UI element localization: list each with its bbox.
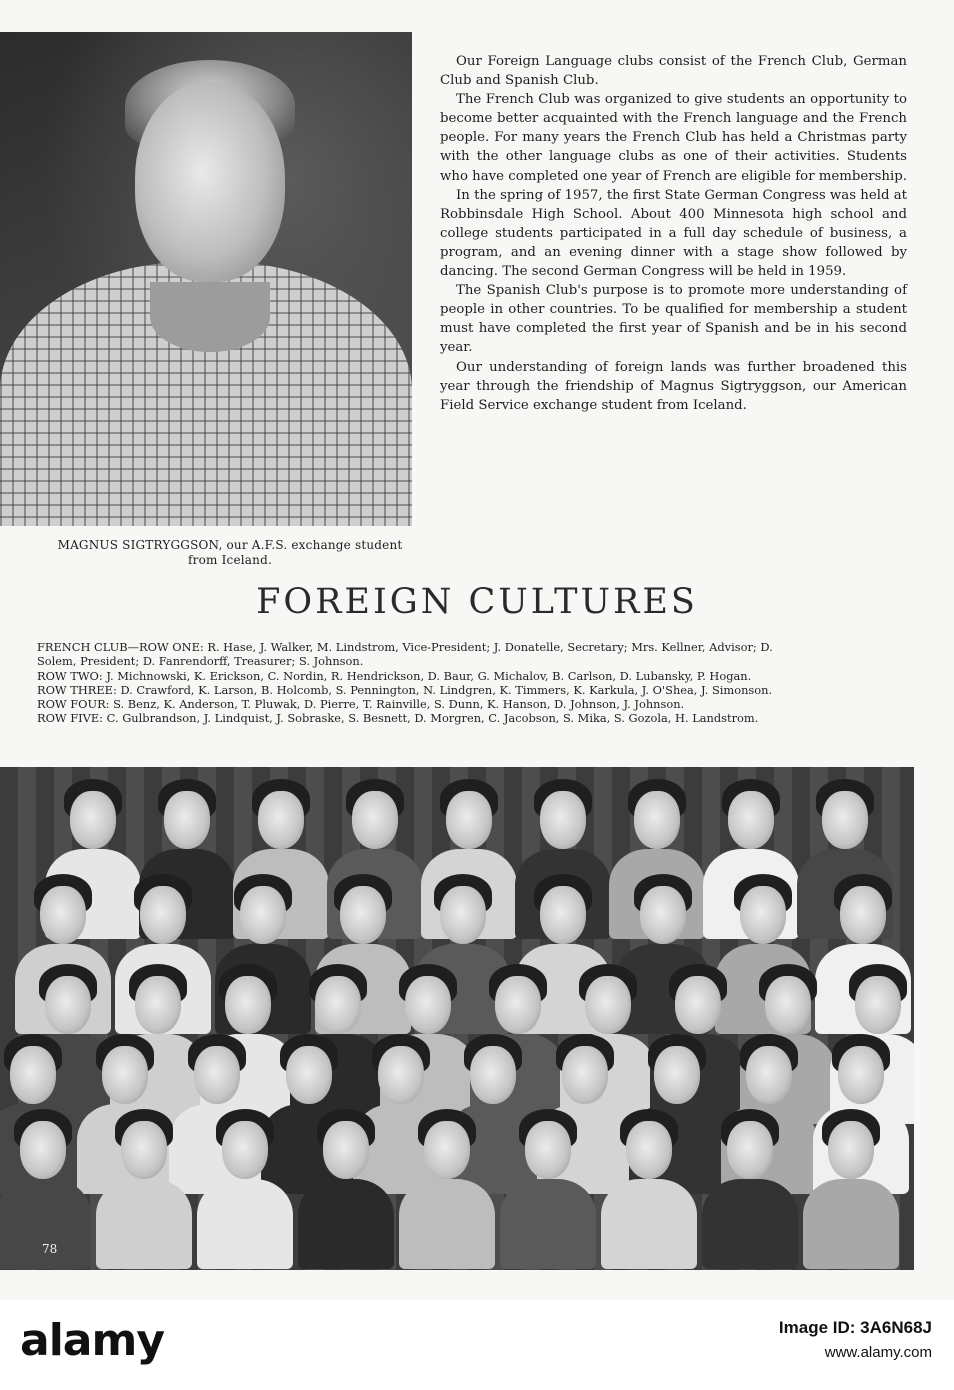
section-title: FOREIGN CULTURES [256,582,698,622]
paragraph: The Spanish Club's purpose is to promote more understanding of people in other countries. To be qualified for membership a student must have completed the first year of Spanish and be in his second year. [440,283,907,356]
caption-line-2: from Iceland. [188,553,272,567]
portrait-photo [0,32,412,526]
caption-line-1: MAGNUS SIGTRYGGSON, our A.F.S. exchange student [57,538,403,552]
page-number: 78 [42,1242,58,1256]
paragraph: In the spring of 1957, the first State German Congress was held at Robbinsdale High School. About 400 Minnesota high school and college students participated in a full day schedule of business, a program, and an evening dinner with a stage show followed by dancing. The second German Congress will be held in 1959. [440,187,907,280]
roster-row-one-cont: Solem, President; D. Fanrendorff, Treasurer; S. Johnson. [37,654,364,669]
paragraph: Our Foreign Language clubs consist of the French Club, German Club and Spanish Club. [440,54,907,89]
paragraph: The French Club was organized to give students an opportunity to become better acquainted with the French language and the French people. For many years the French Club has held a Christmas party with the other language clubs as one of their activities. Students who have completed one year of French are eligible for membership. [440,92,907,184]
roster-row-three: ROW THREE: D. Crawford, K. Larson, B. Holcomb, S. Pennington, N. Lindgren, K. Timmers, K. Karkula, J. O'Shea, J. Simonson. [37,682,773,697]
group-photo [0,767,914,1270]
paragraph: Our understanding of foreign lands was further broadened this year through the friendship of Magnus Sigtryggson, our American Field Service exchange student from Iceland. [440,359,907,413]
roster-row-five: ROW FIVE: C. Gulbrandson, J. Lindquist, J. Sobraske, S. Besnett, D. Morgren, C. Jacobson, S. Mika, S. Gozola, H. Landstrom. [37,711,759,726]
article-body [440,52,907,415]
portrait-caption [30,538,430,568]
watermark-url: www.alamy.com [824,1344,932,1361]
club-roster [37,640,912,726]
roster-row-two: ROW TWO: J. Michnowski, K. Erickson, C. Nordin, R. Hendrickson, D. Baur, G. Michalov, B. Carlson, D. Lubansky, P. Hogan. [37,668,752,683]
roster-row-one: FRENCH CLUB—ROW ONE: R. Hase, J. Walker, M. Lindstrom, Vice-President; J. Donatelle, Secretary; Mrs. Kellner, Advisor; D. [37,640,773,654]
watermark-image-id: Image ID: 3A6N68J [778,1318,932,1337]
watermark-logo: alamy [20,1315,164,1366]
roster-row-four: ROW FOUR: S. Benz, K. Anderson, T. Pluwak, D. Pierre, T. Rainville, S. Dunn, K. Hanson, D. Johnson, J. Johnson. [37,697,685,712]
